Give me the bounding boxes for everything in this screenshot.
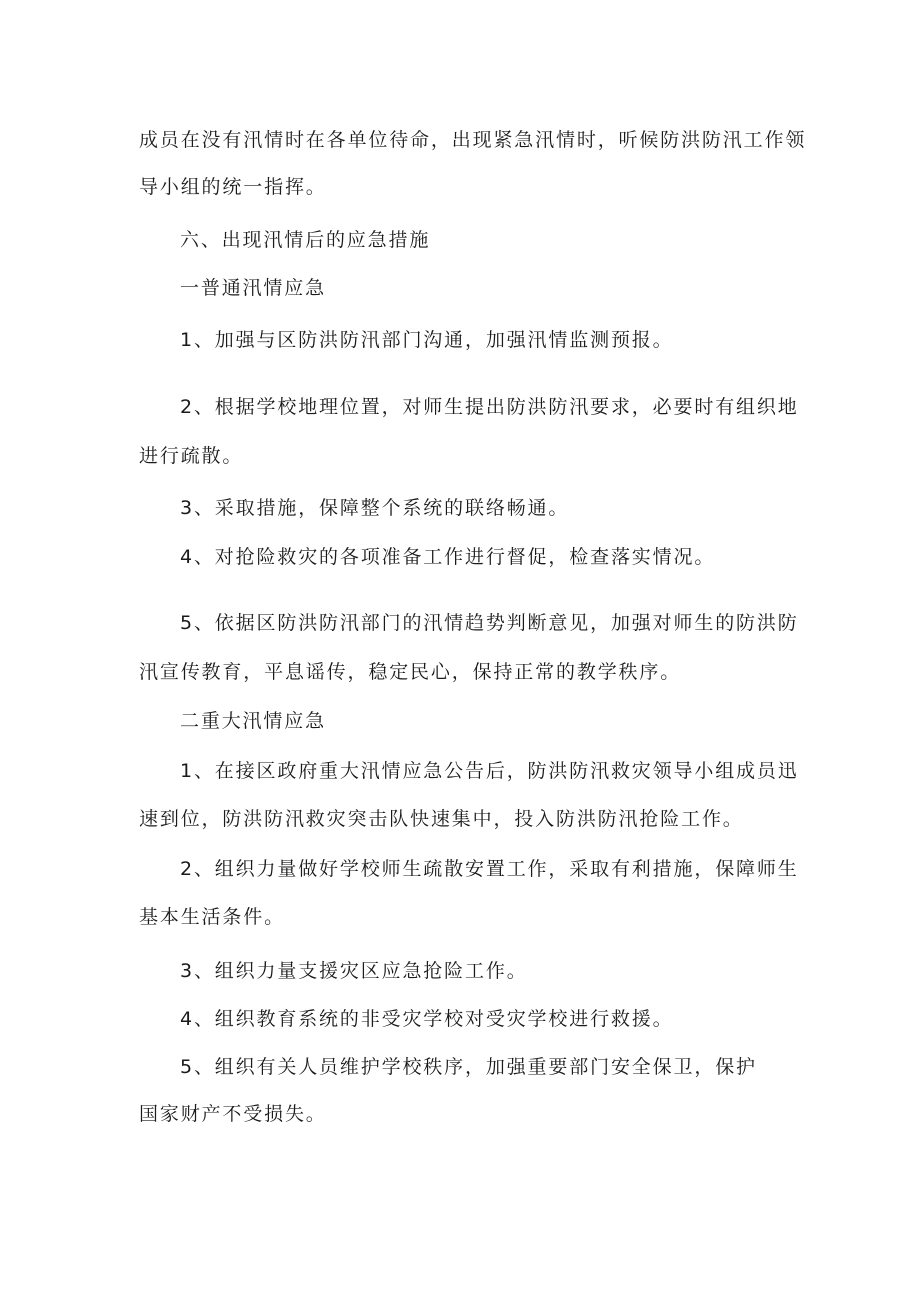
list-item: 1、在接区政府重大汛情应急公告后，防洪防汛救灾领导小组成员迅 [180, 760, 799, 782]
list-item: 3、组织力量支援灾区应急抢险工作。 [180, 960, 528, 982]
list-item: 1、加强与区防洪防汛部门沟通，加强汛情监测预报。 [180, 329, 674, 351]
list-item: 3、采取措施，保障整个系统的联络畅通。 [180, 497, 570, 519]
paragraph-line: 基本生活条件。 [139, 906, 285, 928]
list-item: 2、组织力量做好学校师生疏散安置工作，采取有利措施，保障师生 [180, 858, 799, 880]
paragraph-line: 速到位，防洪防汛救灾突击队快速集中，投入防洪防汛抢险工作。 [139, 808, 744, 830]
paragraph-line: 成员在没有汛情时在各单位待命，出现紧急汛情时，听候防洪防汛工作领 [139, 129, 807, 151]
list-item: 5、依据区防洪防汛部门的汛情趋势判断意见，加强对师生的防洪防 [180, 612, 799, 634]
paragraph-line: 国家财产不受损失。 [139, 1103, 327, 1125]
paragraph-line: 导小组的统一指挥。 [139, 176, 327, 198]
paragraph-line: 汛宣传教育，平息谣传，稳定民心，保持正常的教学秩序。 [139, 661, 682, 683]
list-item: 4、组织教育系统的非受灾学校对受灾学校进行救援。 [180, 1008, 674, 1030]
subsection-heading: 一普通汛情应急 [180, 277, 326, 299]
section-heading: 六、出现汛情后的应急措施 [180, 229, 431, 251]
list-item: 5、组织有关人员维护学校秩序，加强重要部门安全保卫，保护 [180, 1056, 757, 1078]
list-item: 2、根据学校地理位置，对师生提出防洪防汛要求，必要时有组织地 [180, 396, 799, 418]
subsection-heading: 二重大汛情应急 [180, 710, 326, 732]
paragraph-line: 进行疏散。 [139, 445, 244, 467]
list-item: 4、对抢险救灾的各项准备工作进行督促，检查落实情况。 [180, 546, 716, 568]
